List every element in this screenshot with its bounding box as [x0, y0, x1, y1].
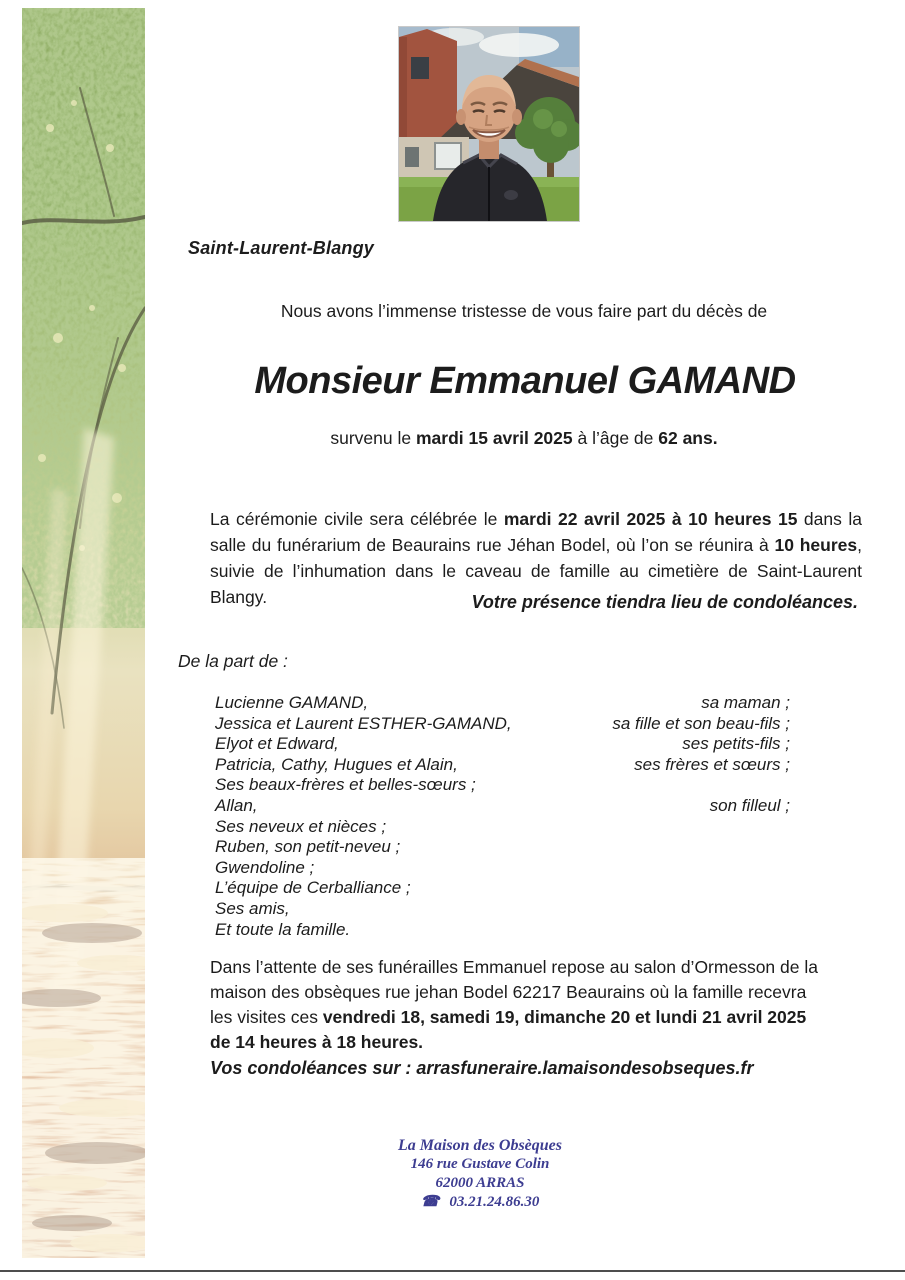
deceased-name: Monsieur Emmanuel GAMAND — [254, 360, 796, 402]
death-prefix: survenu le — [330, 428, 416, 448]
funeral-home-block — [330, 1136, 630, 1212]
family-name: Patricia, Cathy, Hugues et Alain, — [215, 754, 458, 774]
family-row — [215, 899, 790, 920]
family-name: Lucienne GAMAND, — [215, 693, 369, 712]
ceremony-gathering-time: 10 heures — [774, 535, 858, 555]
family-row — [215, 755, 790, 776]
ceremony-text-3: , suivie de l’inhumation dans le caveau de famille au cimetière de Saint-Laurent Blangy. — [210, 535, 862, 607]
death-date-line — [178, 428, 870, 449]
family-name: L’équipe de Cerballiance ; — [215, 878, 411, 898]
family-name: Ses amis, — [215, 898, 290, 918]
forest-path-illustration — [22, 8, 145, 1258]
death-age: 62 ans. — [658, 428, 718, 448]
family-name: Ruben, son petit-neveu ; — [215, 837, 401, 857]
family-row — [215, 775, 790, 796]
family-row — [215, 796, 790, 817]
visit-dates: vendredi 18, samedi 19, dimanche 20 et lundi 21 avril 2025 de 14 heures à 18 heures. — [210, 1007, 807, 1052]
bottom-divider — [0, 1270, 905, 1272]
family-row — [215, 837, 790, 858]
family-row — [215, 920, 790, 941]
family-relation: ses frères et sœurs ; — [634, 754, 790, 774]
family-row — [215, 693, 790, 714]
funeral-home-phone-row — [330, 1193, 630, 1212]
family-name: Ses beaux-frères et belles-sœurs ; — [215, 775, 476, 795]
family-relation: sa maman ; — [701, 693, 790, 712]
nature-strip-image — [22, 8, 145, 1258]
ceremony-datetime: mardi 22 avril 2025 à 10 heures 15 — [503, 509, 798, 529]
city-heading: Saint-Laurent-Blangy — [188, 238, 375, 258]
family-row — [215, 858, 790, 879]
deceased-photo — [398, 26, 580, 222]
family-name: Gwendoline ; — [215, 857, 315, 877]
family-row — [215, 734, 790, 755]
family-row — [215, 878, 790, 899]
family-name: Et toute la famille. — [215, 919, 351, 939]
family-row — [215, 714, 790, 735]
ceremony-text-2: dans la salle du funérarium de Beaurains rue Jéhan Bodel, où l’on se réunira à — [210, 509, 862, 555]
family-relation: son filleul ; — [709, 795, 790, 815]
intro-sentence: Nous avons l’immense tristesse de vous faire part du décès de — [280, 301, 768, 321]
death-date: mardi 15 avril 2025 — [415, 428, 573, 448]
online-condolences-line: Vos condoléances sur : arrasfuneraire.lamaisondesobseques.fr — [210, 1058, 754, 1078]
family-list — [215, 693, 790, 940]
from-label: De la part de : — [178, 651, 288, 671]
telephone-icon: ☎ — [420, 1194, 440, 1210]
resting-paragraph — [210, 955, 818, 1055]
resting-text: Dans l’attente de ses funérailles Emmanuel repose au salon d’Ormesson de la maison des obsèques rue jehan Bodel 62217 Beaurains où la famille recevra les visites ces — [210, 957, 818, 1027]
presence-line: Votre présence tiendra lieu de condoléances. — [471, 592, 858, 612]
family-name: Ses neveux et nièces ; — [215, 816, 387, 836]
death-middle: à l’âge de — [572, 428, 659, 448]
family-row — [215, 817, 790, 838]
family-name: Allan, — [215, 795, 258, 815]
family-name: Jessica et Laurent ESTHER-GAMAND, — [215, 713, 512, 733]
funeral-home-name: La Maison des Obsèques — [397, 1137, 562, 1154]
family-name: Elyot et Edward, — [215, 734, 339, 754]
family-relation: sa fille et son beau-fils ; — [612, 713, 790, 733]
ceremony-text-1: La cérémonie civile sera célébrée le — [210, 509, 504, 529]
family-relation: ses petits-fils ; — [682, 734, 790, 754]
funeral-home-city: 62000 ARRAS — [435, 1175, 525, 1191]
funeral-home-address: 146 rue Gustave Colin — [410, 1156, 550, 1172]
funeral-home-phone: 03.21.24.86.30 — [449, 1194, 540, 1210]
portrait-illustration — [399, 27, 579, 221]
